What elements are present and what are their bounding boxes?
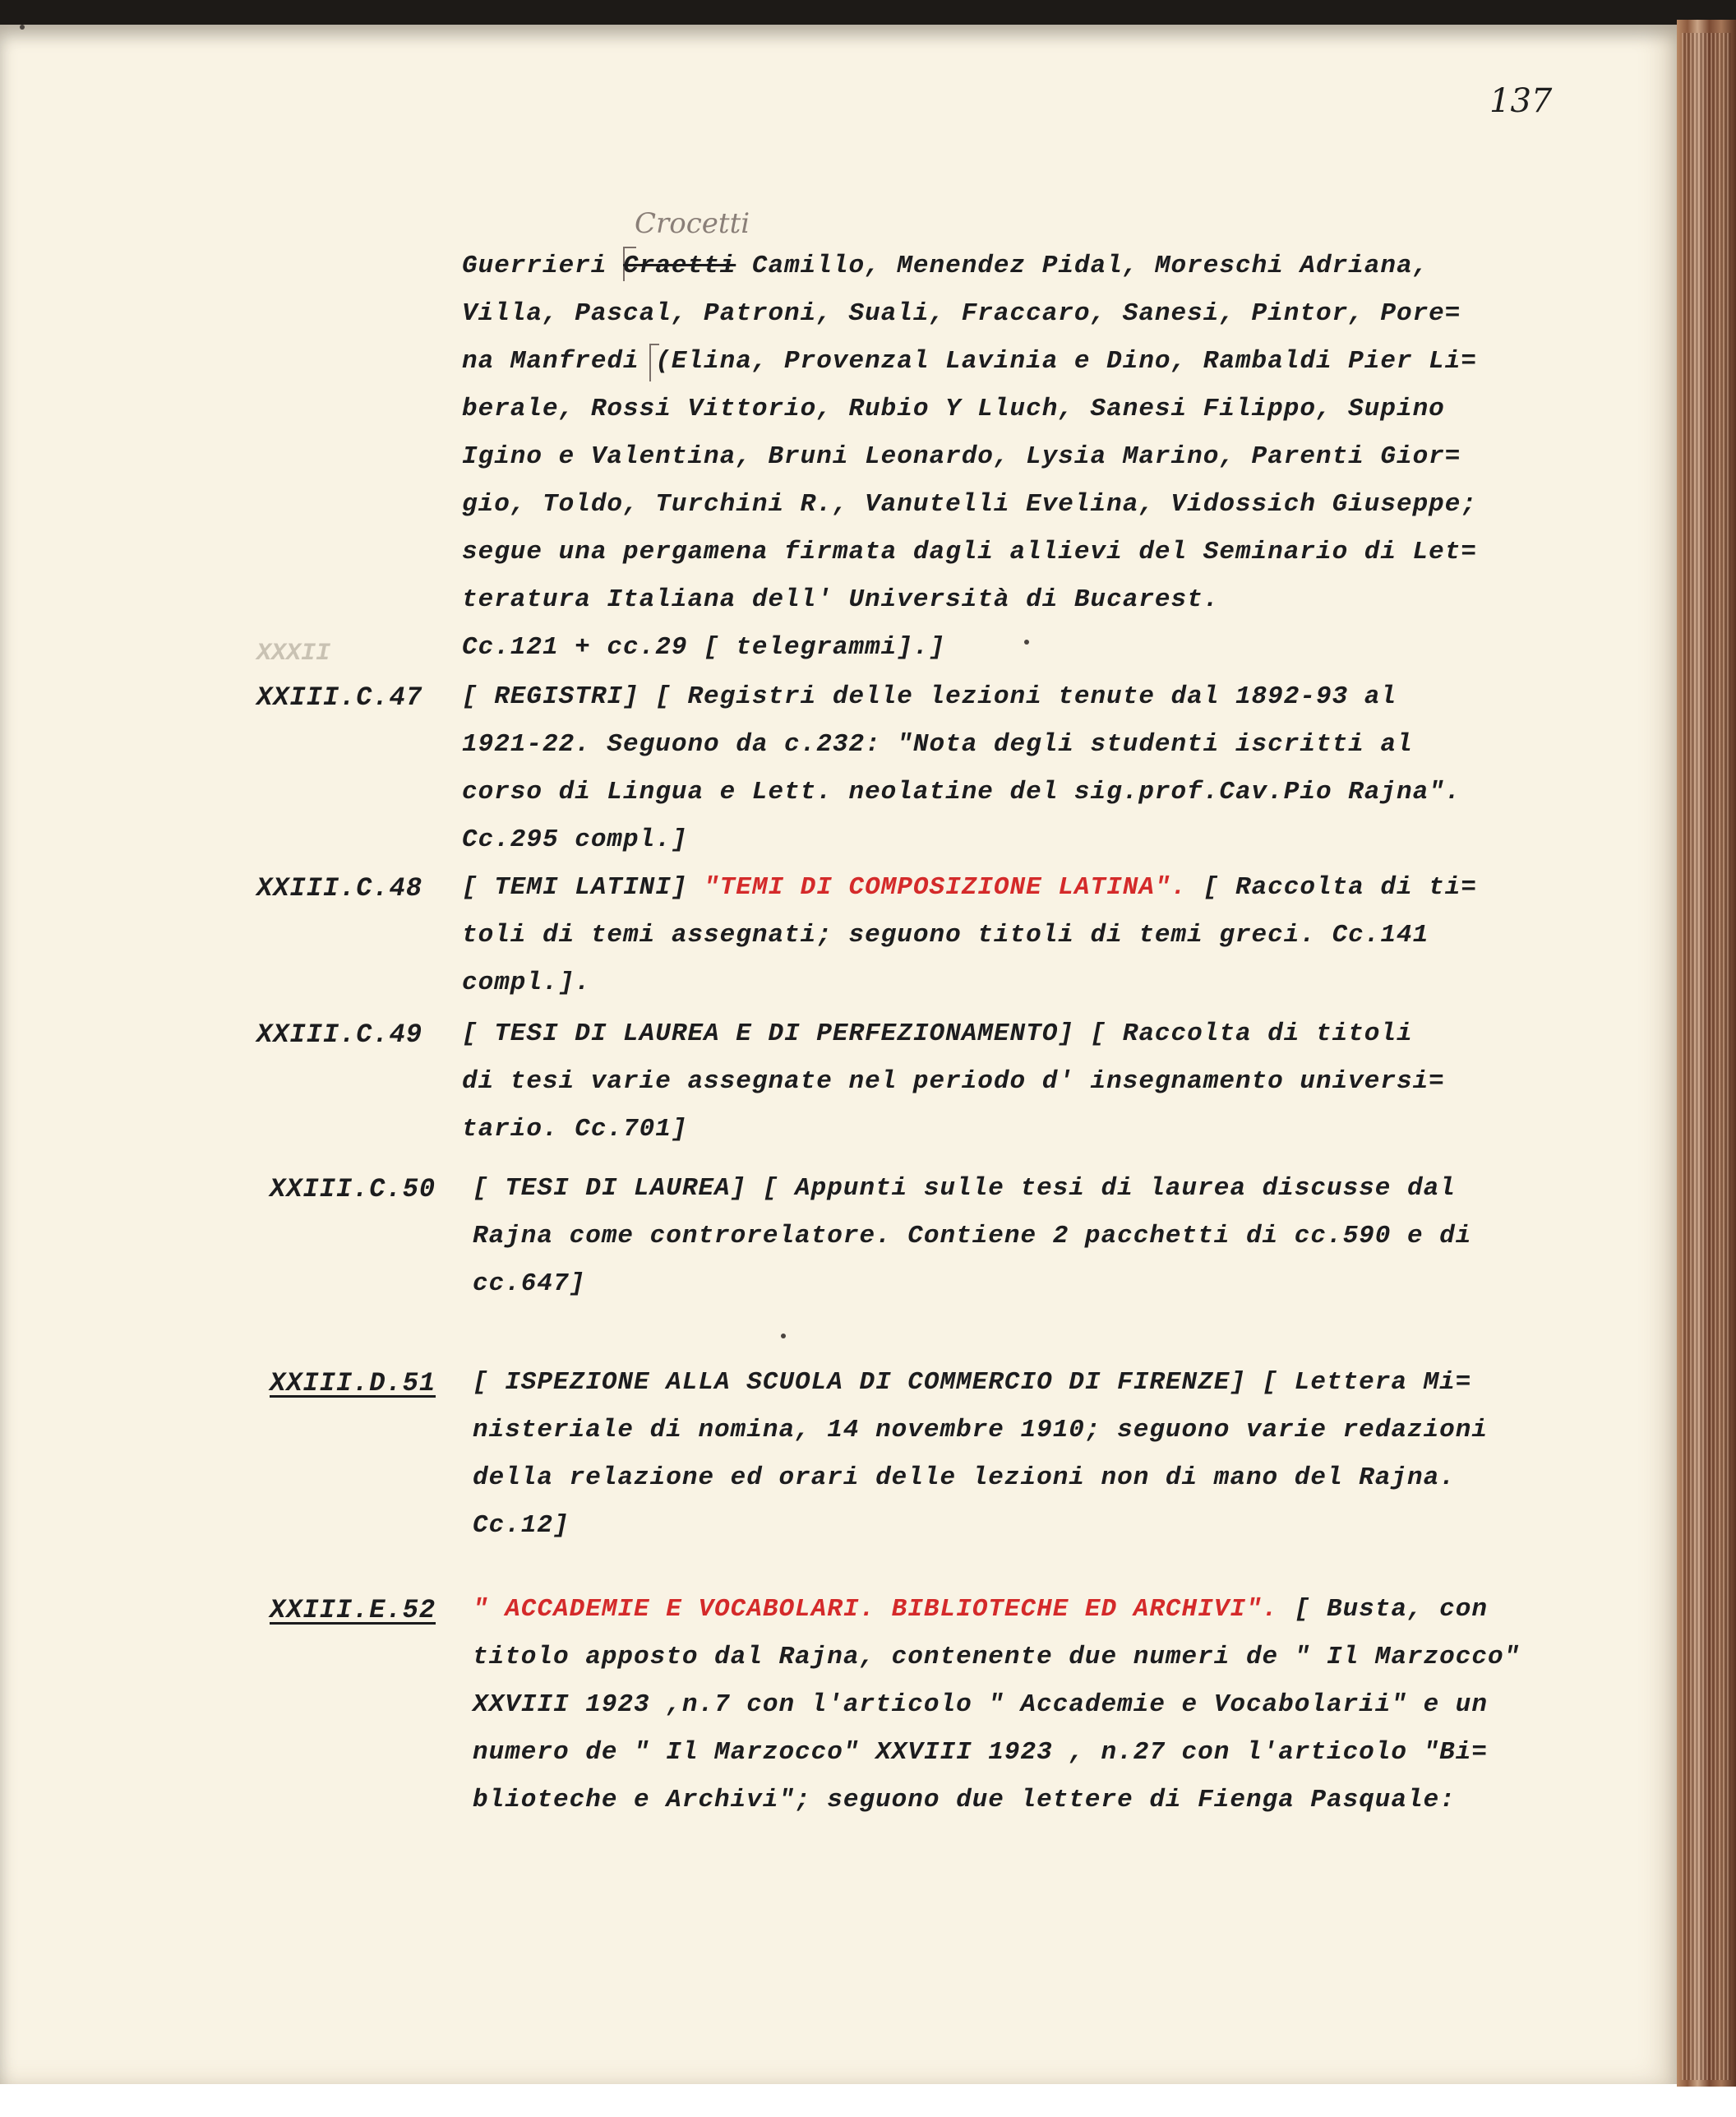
entry-code: XXIII.D.51: [270, 1368, 436, 1398]
entry-line: Rajna come controrelatore. Contiene 2 pacchetti di cc.590 e di: [473, 1222, 1472, 1250]
entry-line: nisteriale di nomina, 14 novembre 1910; seguono varie redazioni: [473, 1416, 1488, 1444]
entry-line: Cc.295 compl.]: [462, 825, 688, 854]
struck-name: Craetti: [623, 252, 736, 280]
entry-line: toli di temi assegnati; seguono titoli di temi greci. Cc.141: [462, 921, 1429, 950]
continuation-line: Igino e Valentina, Bruni Leonardo, Lysia Marino, Parenti Gior=: [462, 442, 1461, 471]
entry-line: [ TESI DI LAUREA] [ Appunti sulle tesi di laurea discusse dal: [473, 1174, 1456, 1203]
entry-line: compl.].: [462, 968, 591, 997]
entry-line: XXVIII 1923 ,n.7 con l'articolo " Accademie e Vocabolarii" e un: [473, 1690, 1488, 1719]
entry-line: corso di Lingua e Lett. neolatine del sig.prof.Cav.Pio Rajna".: [462, 778, 1461, 807]
red-title: " ACCADEMIE E VOCABOLARI. BIBLIOTECHE ED ARCHIVI".: [473, 1595, 1279, 1624]
entry-code: XXIII.C.49: [256, 1019, 423, 1050]
handwritten-annotation: Crocetti: [635, 207, 750, 240]
continuation-line: Villa, Pascal, Patroni, Suali, Fraccaro, Sanesi, Pintor, Pore=: [462, 299, 1461, 328]
entry-code: XXIII.C.50: [270, 1174, 436, 1204]
ink-speck: [781, 1334, 786, 1338]
entry-code: XXIII.C.48: [256, 873, 423, 904]
entry-line: numero de " Il Marzocco" XXVIII 1923 , n.27 con l'articolo "Bi=: [473, 1738, 1488, 1767]
entry-line: della relazione ed orari delle lezioni non di mano del Rajna.: [473, 1463, 1456, 1492]
entry-line: [ TEMI LATINI] "TEMI DI COMPOSIZIONE LATINA". [ Raccolta di ti=: [462, 873, 1477, 902]
continuation-line: berale, Rossi Vittorio, Rubio Y Lluch, Sanesi Filippo, Supino: [462, 395, 1445, 423]
page-number: 137: [1489, 82, 1553, 120]
entry-line: titolo apposto dal Rajna, contenente due numeri de " Il Marzocco": [473, 1643, 1521, 1671]
entry-line: [ TESI DI LAUREA E DI PERFEZIONAMENTO] [ Raccolta di titoli: [462, 1019, 1413, 1048]
continuation-line: na Manfredi (Elina, Provenzal Lavinia e Dino, Rambaldi Pier Li=: [462, 347, 1477, 376]
continuation-line: Cc.121 + cc.29 [ telegrammi].]: [462, 633, 946, 662]
entry-line: " ACCADEMIE E VOCABOLARI. BIBLIOTECHE ED ARCHIVI". [ Busta, con: [473, 1595, 1488, 1624]
entry-line: Cc.12]: [473, 1511, 570, 1540]
document-page: [0, 25, 1677, 2084]
ink-speck: [1024, 640, 1029, 645]
entry-line: di tesi varie assegnate nel periodo d' insegnamento universi=: [462, 1067, 1445, 1096]
entry-line: [ ISPEZIONE ALLA SCUOLA DI COMMERCIO DI FIRENZE] [ Lettera Mi=: [473, 1368, 1472, 1397]
entry-code: XXIII.E.52: [270, 1595, 436, 1625]
ink-speck: [20, 25, 25, 30]
entry-line: tario. Cc.701]: [462, 1115, 688, 1144]
red-title: "TEMI DI COMPOSIZIONE LATINA".: [704, 873, 1188, 902]
entry-line: blioteche e Archivi"; seguono due lettere di Fienga Pasquale:: [473, 1786, 1456, 1814]
continuation-line: teratura Italiana dell' Università di Bucarest.: [462, 585, 1220, 614]
entry-code: XXIII.C.47: [256, 682, 423, 713]
entry-line: [ REGISTRI] [ Registri delle lezioni tenute dal 1892-93 al: [462, 682, 1397, 711]
scan-bottom-border: [0, 2087, 1736, 2117]
entry-line: cc.647]: [473, 1269, 586, 1298]
continuation-line: Guerrieri Craetti Camillo, Menendez Pidal, Moreschi Adriana,: [462, 252, 1429, 280]
bleed-through-code: XXXII: [256, 640, 331, 668]
continuation-line: segue una pergamena firmata dagli allievi del Seminario di Let=: [462, 538, 1477, 566]
entry-line: 1921-22. Seguono da c.232: "Nota degli studenti iscritti al: [462, 730, 1413, 759]
page-edge-texture: [1682, 33, 1731, 2080]
continuation-line: gio, Toldo, Turchini R., Vanutelli Evelina, Vidossich Giuseppe;: [462, 490, 1477, 519]
